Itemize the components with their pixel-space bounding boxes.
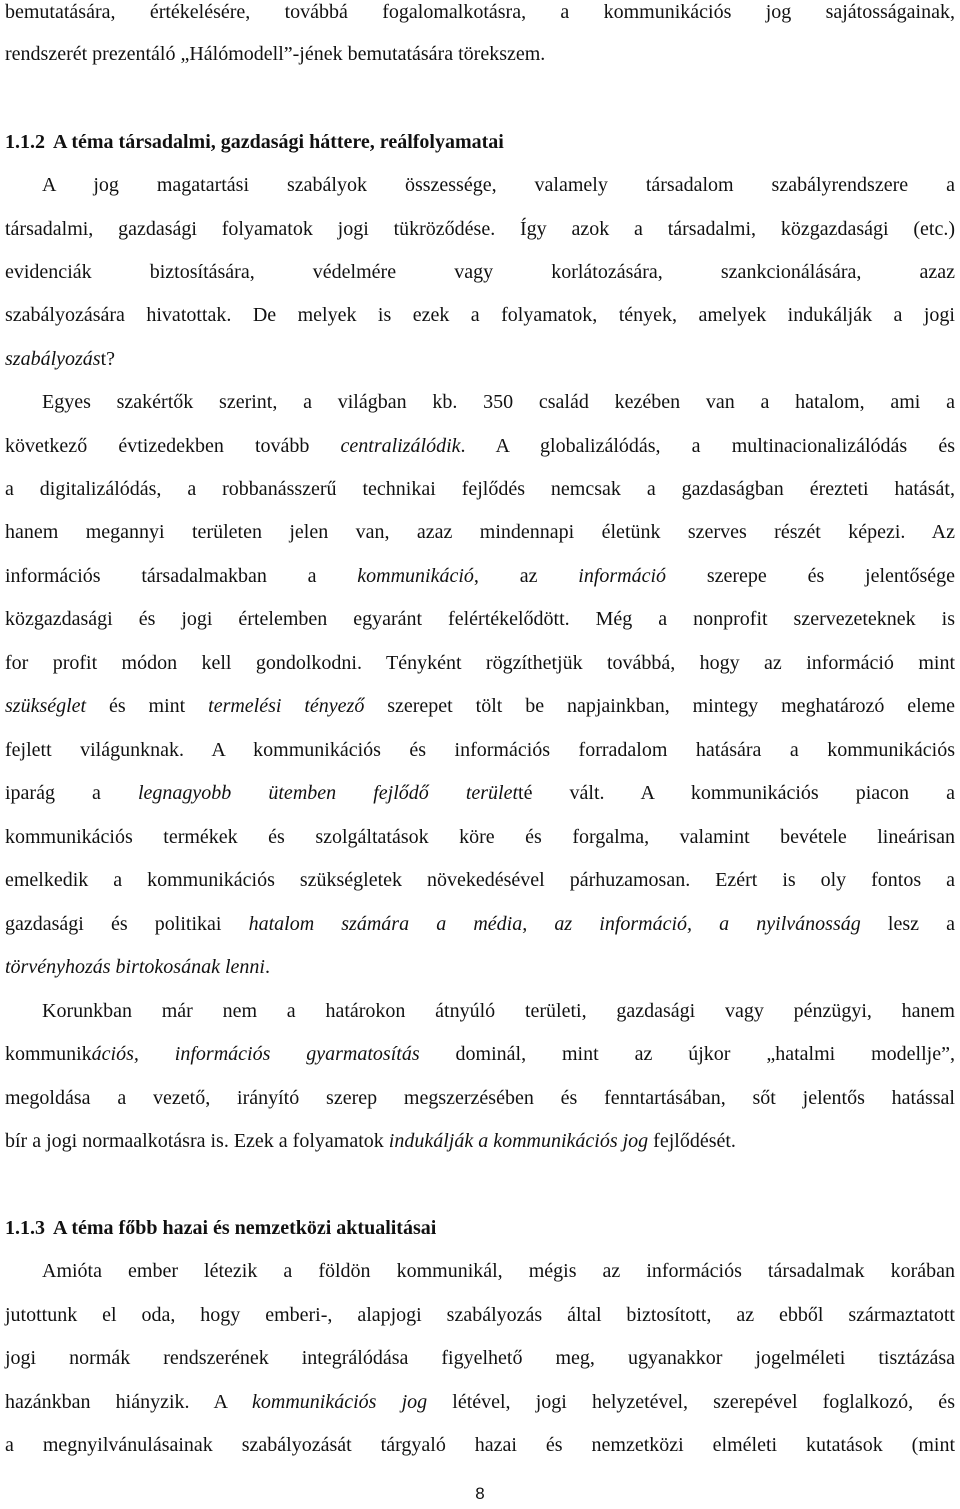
text-run: jogi normák rendszerének integrálódása figyelhető meg, ugyanakkor jogelméleti tisztázása bbox=[5, 1347, 955, 1369]
text-line bbox=[5, 303, 955, 327]
text-run: információs társadalmakban a bbox=[5, 565, 358, 587]
italic-text: törvényhozás birtokosának lenni bbox=[5, 956, 265, 978]
text-run: hazánkban hiányzik. A bbox=[5, 1391, 253, 1413]
italic-text: szükséglet bbox=[5, 695, 87, 717]
text-line bbox=[5, 42, 955, 66]
text-run: fejlett világunknak. A kommunikációs és információs forradalom hatására a kommunikációs bbox=[5, 739, 955, 761]
text-run: lesz a bbox=[860, 913, 955, 935]
italic-text: indukálják a kommunikációs jog bbox=[388, 1130, 649, 1152]
text-run: t? bbox=[100, 348, 116, 370]
text-line bbox=[5, 781, 955, 805]
section-number: 1.1.3 bbox=[5, 1217, 45, 1239]
text-run: hanem megannyi területen jelen van, azaz mindennapi életünk szerves részét képezi. Az bbox=[5, 521, 955, 543]
text-line bbox=[5, 260, 955, 284]
text-line bbox=[5, 1129, 955, 1153]
text-run: kommunik bbox=[5, 1043, 92, 1065]
section-title: A téma társadalmi, gazdasági háttere, reálfolyamatai bbox=[53, 131, 504, 153]
text-line bbox=[5, 694, 955, 718]
text-line bbox=[5, 520, 955, 544]
text-line bbox=[5, 1303, 955, 1327]
page-number: 8 bbox=[475, 1484, 485, 1503]
italic-text: kommunikációs jog bbox=[252, 1391, 428, 1413]
italic-text: termelési tényező bbox=[208, 695, 365, 717]
italic-text: centralizálódik bbox=[340, 435, 461, 457]
section-number: 1.1.2 bbox=[5, 131, 45, 153]
text-line bbox=[5, 1346, 955, 1370]
text-run: . A globalizálódás, a multinacionalizálódás és bbox=[460, 435, 955, 457]
text-run: és mint bbox=[86, 695, 209, 717]
text-line bbox=[5, 0, 955, 24]
text-run: bemutatására, értékelésére, továbbá fogalomalkotásra, a kommunikációs jog sajátosságainak, bbox=[5, 1, 955, 23]
text-line bbox=[5, 825, 955, 849]
text-run: közgazdasági és jogi értelemben egyaránt felértékelődött. Még a nonprofit szervezeteknek is bbox=[5, 608, 955, 630]
text-run: a megnyilvánulásainak szabályozását tárgyaló hazai és nemzetközi elméleti kutatások (mint bbox=[5, 1434, 955, 1456]
italic-text: hatalom számára a média, az információ, a nyilvánosság bbox=[248, 913, 861, 935]
text-run: jutottunk el oda, hogy emberi-, alapjogi szabályozás által biztosított, az ebből származtatott bbox=[5, 1304, 955, 1326]
text-run: té vált. A kommunikációs piacon a bbox=[518, 782, 955, 804]
text-line bbox=[42, 1259, 955, 1283]
text-run: for profit módon kell gondolkodni. Tényként rögzíthetjük továbbá, hogy az információ mint bbox=[5, 652, 955, 674]
text-run: A jog magatartási szabályok összessége, valamely társadalom szabályrendszere a bbox=[42, 174, 955, 196]
text-line bbox=[5, 955, 955, 979]
text-run: iparág a bbox=[5, 782, 138, 804]
text-line bbox=[42, 173, 955, 197]
text-run: társadalmi, gazdasági folyamatok jogi tükröződése. Így azok a társadalmi, közgazdasági (etc.) bbox=[5, 218, 955, 240]
text-line bbox=[5, 738, 955, 762]
text-line bbox=[5, 434, 955, 458]
text-run: Amióta ember létezik a földön kommunikál, mégis az információs társadalmak korában bbox=[42, 1260, 955, 1282]
italic-text: ációs, információs gyarmatosítás bbox=[91, 1043, 420, 1065]
text-run: megoldása a vezető, irányító szerep megszerzésében és fenntartásában, sőt jelentős hatással bbox=[5, 1087, 955, 1109]
text-run: bír a jogi normaalkotásra is. Ezek a folyamatok bbox=[5, 1130, 389, 1152]
text-line bbox=[5, 1086, 955, 1110]
text-run: következő évtizedekben tovább bbox=[5, 435, 341, 457]
text-run: Korunkban már nem a határokon átnyúló területi, gazdasági vagy pénzügyi, hanem bbox=[42, 1000, 955, 1022]
text-line bbox=[5, 564, 955, 588]
text-run: , az bbox=[473, 565, 579, 587]
text-line bbox=[42, 999, 955, 1023]
text-line bbox=[42, 390, 955, 414]
text-run: gazdasági és politikai bbox=[5, 913, 249, 935]
text-line bbox=[5, 912, 955, 936]
text-line bbox=[5, 477, 955, 501]
text-run: szabályozására hivatottak. De melyek is ezek a folyamatok, tények, amelyek indukálják a jogi bbox=[5, 304, 955, 326]
text-run: . bbox=[264, 956, 270, 978]
text-run: rendszerét prezentáló „Hálómodell”-jének bemutatására törekszem. bbox=[5, 43, 546, 65]
text-run: szerepe és jelentősége bbox=[666, 565, 955, 587]
italic-text: legnagyobb ütemben fejlődő terület bbox=[138, 782, 519, 804]
italic-text: információ bbox=[578, 565, 667, 587]
text-run: szerepet tölt be napjainkban, mintegy meghatározó eleme bbox=[364, 695, 956, 717]
text-run: a digitalizálódás, a robbanásszerű technikai fejlődés nemcsak a gazdaságban érezteti hatását, bbox=[5, 478, 955, 500]
italic-text: kommunikáció bbox=[357, 565, 474, 587]
text-run: Egyes szakértők szerint, a világban kb. 350 család kezében van a hatalom, ami a bbox=[42, 391, 955, 413]
text-line bbox=[5, 1390, 955, 1414]
text-run: dominál, mint az újkor „hatalmi modellje”, bbox=[419, 1043, 955, 1065]
text-line bbox=[5, 217, 955, 241]
text-line bbox=[5, 347, 955, 371]
text-run: fejlődését. bbox=[648, 1130, 736, 1152]
text-run: evidenciák biztosítására, védelmére vagy korlátozására, szankcionálására, azaz bbox=[5, 261, 955, 283]
section-heading-1-1-3 bbox=[5, 1216, 955, 1240]
text-run: létével, jogi helyzetével, szerepével foglalkozó, és bbox=[427, 1391, 955, 1413]
text-run: emelkedik a kommunikációs szükségletek növekedésével párhuzamosan. Ezért is oly fontos a bbox=[5, 869, 955, 891]
text-line bbox=[5, 607, 955, 631]
italic-text: szabályozás bbox=[5, 348, 101, 370]
text-line bbox=[5, 868, 955, 892]
section-title: A téma főbb hazai és nemzetközi aktualitásai bbox=[53, 1217, 437, 1239]
text-line bbox=[5, 1433, 955, 1457]
text-line bbox=[5, 651, 955, 675]
text-line bbox=[5, 1042, 955, 1066]
text-run: kommunikációs termékek és szolgáltatások köre és forgalma, valamint bevétele lineárisan bbox=[5, 826, 955, 848]
section-heading-1-1-2 bbox=[5, 130, 955, 154]
